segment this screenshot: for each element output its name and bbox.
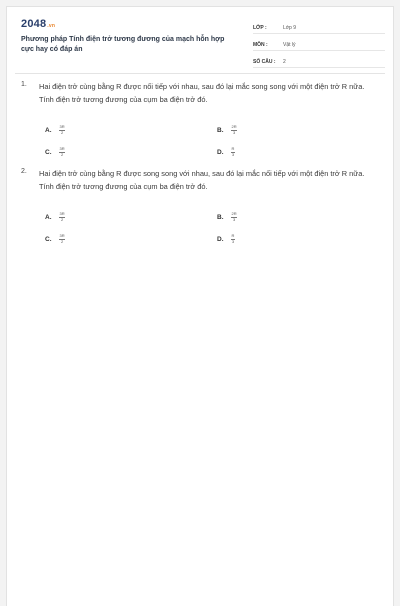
fraction-denominator: 3 — [232, 129, 236, 135]
option-letter: D. — [217, 148, 224, 156]
option-letter: B. — [217, 213, 224, 221]
option-letter: C. — [45, 148, 52, 156]
option-fraction — [59, 125, 65, 135]
fraction-denominator: 2 — [60, 238, 64, 244]
question-1 — [21, 81, 381, 171]
option-fraction — [231, 212, 237, 222]
question-text: Hai điện trở cùng bằng R được nối tiếp với nhau, sau đó lại mắc song song với một điện trở R nữa. Tính điện trở tương đương của cụm ba điện trở đó. — [39, 82, 365, 104]
meta-label: SỐ CÂU : — [253, 59, 276, 65]
option-d[interactable] — [217, 147, 235, 157]
meta-label: MÔN : — [253, 42, 268, 48]
option-c[interactable] — [45, 147, 65, 157]
option-letter: B. — [217, 126, 224, 134]
site-logo[interactable] — [21, 18, 55, 30]
fraction-numerator: 3R — [59, 124, 65, 129]
meta-info — [253, 20, 385, 71]
option-b[interactable] — [217, 125, 237, 135]
logo-text: 2048 — [21, 18, 47, 30]
meta-row-class — [253, 20, 385, 34]
meta-label: LỚP : — [253, 25, 267, 31]
fraction-numerator: R — [231, 233, 235, 238]
meta-value: 2 — [283, 59, 286, 65]
document-title: Phương pháp Tính điện trở tương đương của mạch hỗn hợp cực hay có đáp án — [21, 36, 225, 53]
option-fraction — [59, 212, 65, 222]
option-c[interactable] — [45, 234, 65, 244]
fraction-numerator: 2R — [231, 124, 237, 129]
document-header — [7, 7, 393, 71]
fraction-denominator: 3 — [232, 216, 236, 222]
fraction-numerator: 3R — [59, 146, 65, 151]
fraction-numerator: 3R — [59, 211, 65, 216]
option-b[interactable] — [217, 212, 237, 222]
document-sheet — [6, 6, 394, 606]
fraction-numerator: R — [231, 146, 235, 151]
fraction-denominator: 2 — [60, 151, 64, 157]
fraction-denominator: 3 — [231, 238, 235, 244]
option-fraction — [59, 234, 65, 244]
fraction-numerator: 2R — [231, 211, 237, 216]
option-fraction — [231, 125, 237, 135]
fraction-denominator: 3 — [231, 151, 235, 157]
header-divider — [15, 73, 385, 74]
option-fraction — [231, 147, 235, 157]
option-fraction — [59, 147, 65, 157]
option-letter: C. — [45, 235, 52, 243]
fraction-denominator: 2 — [60, 216, 64, 222]
meta-value: Lớp 9 — [283, 25, 297, 31]
logo-suffix: .vn — [47, 23, 56, 29]
fraction-numerator: 3R — [59, 233, 65, 238]
option-d[interactable] — [217, 234, 235, 244]
meta-value: Vật lý — [283, 42, 296, 48]
option-letter: A. — [45, 126, 52, 134]
meta-row-count — [253, 54, 385, 68]
option-letter: D. — [217, 235, 224, 243]
question-number: 2. — [21, 168, 27, 175]
question-text: Hai điện trở cùng bằng R được song song với nhau, sau đó lại mắc nối tiếp với một điện trở R nữa. Tính điện trở tương đương của cụm ba điện trở đó. — [39, 169, 365, 191]
option-fraction — [231, 234, 235, 244]
fraction-denominator: 2 — [60, 129, 64, 135]
option-a[interactable] — [45, 212, 65, 222]
question-number: 1. — [21, 81, 27, 88]
meta-row-subject — [253, 37, 385, 51]
option-letter: A. — [45, 213, 52, 221]
question-2 — [21, 168, 381, 258]
option-a[interactable] — [45, 125, 65, 135]
